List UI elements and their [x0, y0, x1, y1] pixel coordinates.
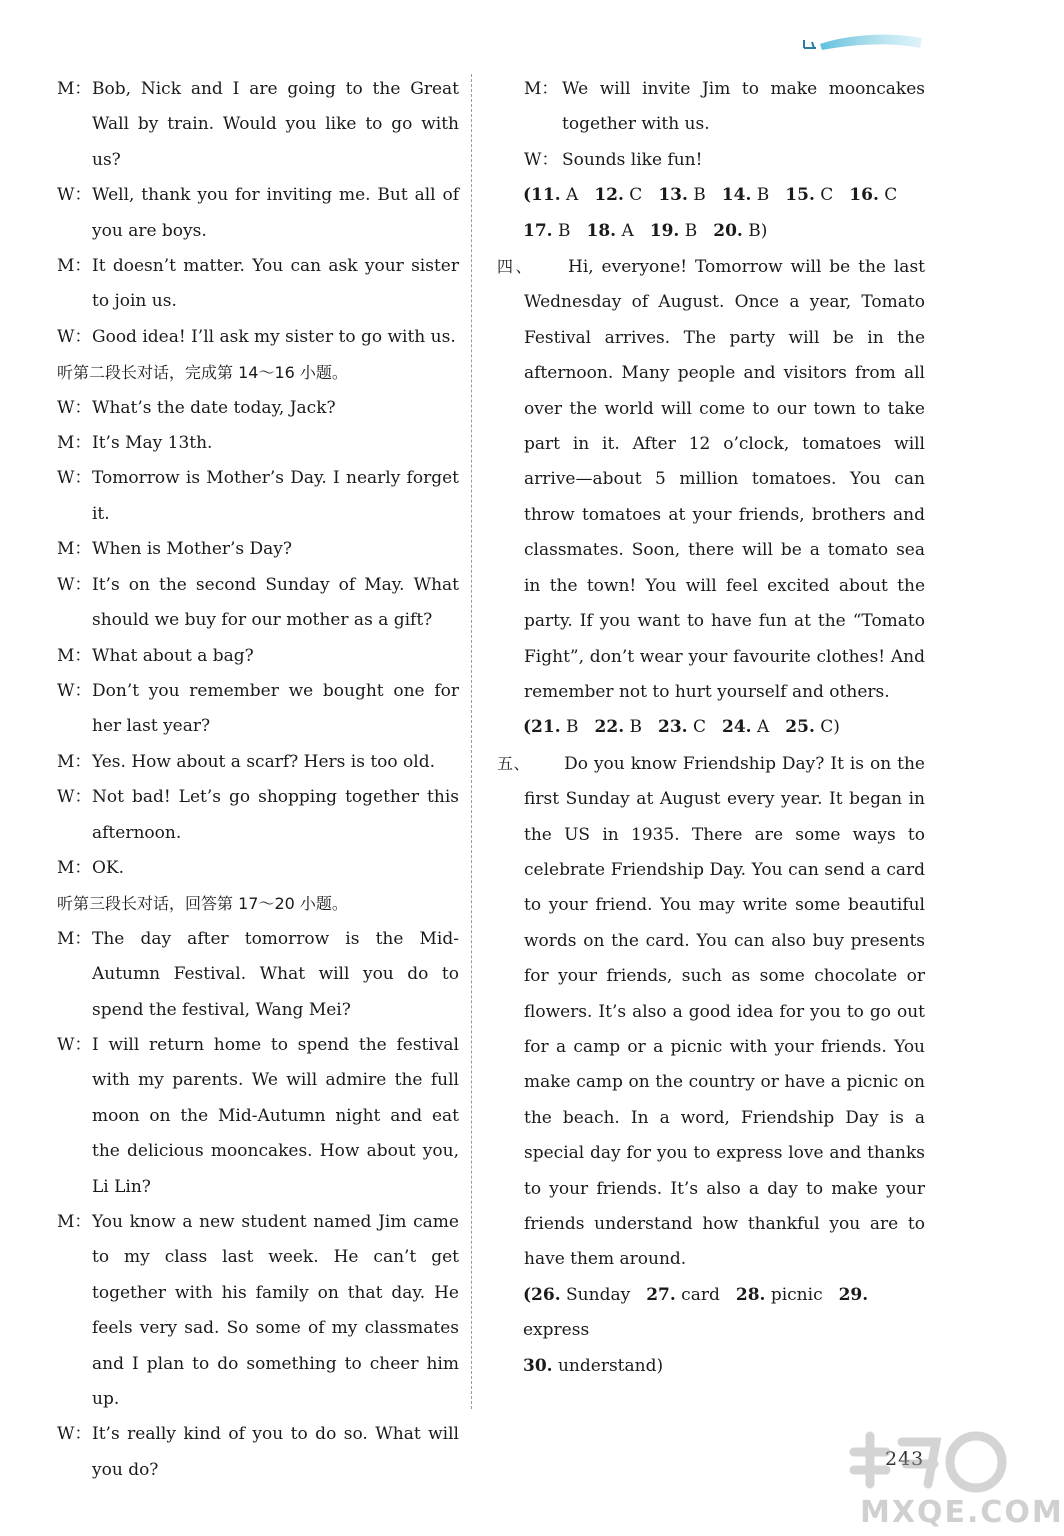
- watermark-url: MXQE.COM: [860, 1495, 1064, 1530]
- speaker-label: M：: [57, 1212, 92, 1232]
- dialog-text: When is Mother’s Day?: [92, 539, 293, 560]
- dialog-text: You know a new student named Jim came to my class last week. He can’t get together with his family on that day. He feels very sad. So some of my classmates and I plan to do something to cheer him up.: [92, 1212, 459, 1410]
- answer-value: C: [623, 185, 643, 206]
- dialog-line: [57, 1205, 459, 1417]
- dialog-text: Bob, Nick and I are going to the Great Wall by train. Would you like to go with us?: [92, 79, 459, 170]
- answer-number: 17.: [523, 220, 553, 241]
- dialog-line: [57, 639, 459, 674]
- answer-value: B: [679, 220, 698, 241]
- speaker-label: M：: [524, 79, 559, 99]
- section-heading: 听第三段长对话，回答第 17～20 小题。: [57, 894, 348, 914]
- speaker-label: W：: [57, 574, 92, 595]
- section-4-text: Hi, everyone! Tomorrow will be the last Wednesday of August. Once a year, Tomato Festival arrives. The party will be in the afternoon. Many people and visitors from all over the world will come to our town to take part in it. After 12 o’clock, tomatoes will arrive—about 5 million tomatoes. You can throw tomatoes at your friends, brothers and classmates. Soon, there will be a tomato sea in the town! You will feel excited about the party. If you want to have fun at the “Tomato Fight”, don’t wear your favourite clothes! And remember not to hurt yourself and others.: [524, 257, 925, 702]
- answer-item: [849, 185, 897, 205]
- answer-number: 20.: [713, 220, 743, 241]
- column-divider: [471, 74, 472, 1409]
- dialog-text: Don’t you remember we bought one for her last year?: [92, 680, 459, 737]
- answer-number: 22.: [594, 717, 625, 738]
- dialog-line: [57, 461, 459, 532]
- answer-number: 23.: [658, 717, 688, 738]
- answer-value: B: [687, 185, 706, 206]
- answer-value: Sunday: [560, 1284, 631, 1305]
- answer-value: B: [751, 185, 770, 206]
- answer-item: [722, 717, 769, 737]
- answer-value: express: [523, 1320, 590, 1341]
- dialog-text: Yes. How about a scarf? Hers is too old.: [92, 751, 436, 772]
- answer-value: C): [814, 717, 840, 738]
- section-5-text: Do you know Friendship Day? It is on the first Sunday at August every year. It began in the US in 1935. There are some ways to celebrate Friendship Day. You can send a card to your friend. You may write some beautiful words on the card. You can also buy presents for your friends, such as some chocolate or flowers. It’s also a good idea for you to go out for a camp or a picnic with your friends. You make camp on the country or have a picnic on the beach. In a word, Friendship Day is a special day for you to express love and thanks to your friends. It’s also a day to make your friends understand how thankful you are to have them around.: [524, 753, 925, 1270]
- answer-item: [586, 221, 633, 241]
- answer-number: 18.: [586, 220, 617, 241]
- dialog-line: [57, 568, 459, 639]
- answer-value: card: [675, 1284, 720, 1305]
- answer-number: 13.: [658, 185, 688, 206]
- answer-key-11-20: [497, 178, 925, 213]
- speaker-label: M：: [57, 857, 92, 878]
- speaker-label: W：: [57, 680, 92, 701]
- answer-key-21-25: [497, 710, 925, 745]
- answer-item: [595, 717, 642, 737]
- answer-value: B): [742, 220, 768, 241]
- dialog-line: [57, 249, 459, 320]
- answer-item: [785, 717, 840, 737]
- section-4-passage: [497, 249, 925, 710]
- speaker-label: M：: [57, 433, 92, 454]
- dialog-line: [57, 426, 459, 461]
- dialog-text: Good idea! I’ll ask my sister to go with us.: [92, 326, 456, 347]
- answer-value: picnic: [765, 1284, 823, 1305]
- answer-value: C: [687, 717, 707, 738]
- speaker-label: W：: [57, 185, 92, 206]
- dialog-text: The day after tomorrow is the Mid-Autumn Festival. What will you do to spend the festival, Wang Mei?: [92, 928, 459, 1020]
- dialog-line: [57, 178, 459, 249]
- answer-value: B: [552, 220, 571, 241]
- answer-number: 27.: [646, 1284, 676, 1305]
- dialog-text: I will return home to spend the festival with my parents. We will admire the full moon on the Mid-Autumn night and eat the delicious mooncakes. How about you, Li Lin?: [92, 1034, 459, 1197]
- speaker-label: W：: [57, 397, 92, 418]
- section-heading: 听第二段长对话，完成第 14～16 小题。: [57, 363, 348, 383]
- answer-number: 12.: [594, 185, 624, 206]
- answer-item: [523, 185, 578, 205]
- answer-value: C: [878, 185, 898, 206]
- answer-number: 19.: [649, 220, 680, 241]
- dialog-text: OK.: [92, 857, 125, 878]
- answer-value: B: [560, 717, 579, 738]
- answer-number: (26.: [523, 1284, 561, 1305]
- answer-item: [523, 717, 579, 737]
- answer-value: A: [751, 717, 770, 738]
- answer-item: [523, 1356, 663, 1376]
- section-4-marker: 四、: [497, 257, 534, 277]
- dialog-line: [57, 532, 459, 567]
- speaker-label: W：: [57, 1034, 92, 1055]
- answer-item: [658, 717, 706, 737]
- dialog-line: [57, 780, 459, 851]
- speaker-label: W：: [57, 326, 92, 347]
- answer-number: 15.: [785, 185, 815, 206]
- answer-value: understand): [552, 1355, 664, 1376]
- answer-item: [594, 185, 642, 205]
- answer-value: A: [616, 220, 634, 241]
- speaker-label: W：: [57, 1424, 92, 1445]
- answer-number: (11.: [523, 185, 561, 206]
- answer-item: [646, 1285, 720, 1305]
- answer-key-26-29: [497, 1278, 925, 1349]
- speaker-label: M：: [57, 256, 92, 277]
- dialog-text: What’s the date today, Jack?: [92, 397, 336, 418]
- dialog-text: It’s on the second Sunday of May. What should we buy for our mother as a gift?: [92, 574, 459, 631]
- section-5-passage: [497, 746, 925, 1278]
- answer-item: [650, 221, 697, 241]
- dialog-text: It’s May 13th.: [92, 433, 213, 454]
- answer-number: 25.: [785, 717, 815, 738]
- answer-number: 28.: [735, 1284, 766, 1305]
- dialog-text: Tomorrow is Mother’s Day. I nearly forget it.: [92, 468, 459, 524]
- answer-number: 30.: [523, 1355, 553, 1376]
- dialog-line: [57, 1028, 459, 1205]
- answer-item: [658, 185, 705, 205]
- answer-number: 29.: [838, 1284, 869, 1305]
- speaker-label: W：: [524, 149, 559, 170]
- dialog-text: It doesn’t matter. You can ask your sister to join us.: [92, 256, 459, 312]
- dialog-line: [497, 143, 925, 178]
- answer-item: [713, 221, 767, 241]
- section-5-marker: 五、: [497, 753, 531, 773]
- speaker-label: M：: [57, 928, 92, 949]
- page-number: 243: [885, 1448, 925, 1470]
- dialog-line: [57, 1417, 459, 1488]
- speaker-label: M：: [57, 751, 92, 772]
- dialog-line: [57, 72, 459, 178]
- right-column: [497, 72, 925, 1384]
- answer-value: A: [560, 185, 579, 206]
- answer-key-11-20-cont: [497, 214, 925, 249]
- dialog-text: It’s really kind of you to do so. What will you do?: [92, 1424, 459, 1480]
- answer-item: [722, 185, 769, 205]
- answer-key-30: [497, 1349, 925, 1384]
- left-column: [57, 72, 459, 1488]
- speaker-label: M：: [57, 645, 92, 666]
- answer-item: [523, 1285, 630, 1305]
- dialog-text: Sounds like fun!: [562, 149, 703, 170]
- speaker-label: M：: [57, 79, 92, 99]
- speaker-label: W：: [57, 787, 92, 808]
- dialog-line: [57, 674, 459, 745]
- header-brush-decoration: [800, 28, 925, 54]
- answer-number: 16.: [849, 185, 879, 206]
- dialog-line: [57, 391, 459, 426]
- answer-number: 24.: [722, 717, 752, 738]
- answer-value: B: [624, 717, 643, 738]
- answer-item: [523, 221, 570, 241]
- dialog-line: [57, 922, 459, 1028]
- dialog-text: Well, thank you for inviting me. But all of you are boys.: [92, 185, 459, 241]
- dialog-text: We will invite Jim to make mooncakes together with us.: [562, 79, 925, 135]
- answer-number: 14.: [721, 185, 752, 206]
- dialog-text: Not bad! Let’s go shopping together this afternoon.: [92, 787, 459, 843]
- dialog-line: [57, 320, 459, 355]
- dialog-text: What about a bag?: [92, 645, 254, 666]
- answer-item: [785, 185, 833, 205]
- dialog-line: [57, 745, 459, 780]
- speaker-label: W：: [57, 468, 92, 489]
- speaker-label: M：: [57, 539, 92, 560]
- answer-value: C: [814, 185, 834, 206]
- dialog-line: [497, 72, 925, 143]
- answer-item: [736, 1285, 823, 1305]
- dialog-line: [57, 851, 459, 886]
- answer-number: (21.: [523, 717, 561, 738]
